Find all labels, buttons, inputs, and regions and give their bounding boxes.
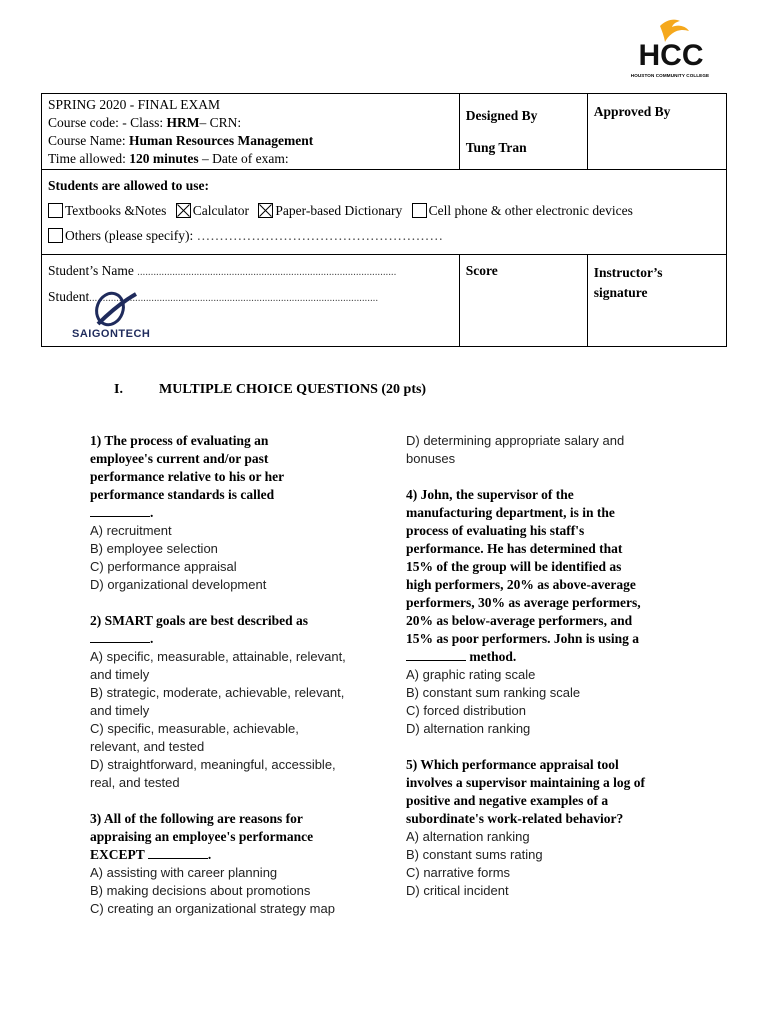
student-name-field[interactable]: Student’s Name ................................................................................................ bbox=[48, 263, 397, 278]
answer-option: D) straightforward, meaningful, accessible, bbox=[90, 757, 336, 772]
answer-blank[interactable] bbox=[90, 642, 150, 643]
answer-option: C) performance appraisal bbox=[90, 559, 237, 574]
section-heading bbox=[114, 382, 426, 398]
checkbox-cellphone[interactable] bbox=[412, 203, 427, 218]
answer-option: C) creating an organizational strategy map bbox=[90, 901, 335, 916]
student-id-field[interactable]: Student........................................................................................................... bbox=[48, 289, 379, 304]
answer-option: A) assisting with career planning bbox=[90, 865, 278, 880]
answer-option: A) recruitment bbox=[90, 523, 172, 538]
exam-title: SPRING 2020 - FINAL EXAM bbox=[48, 97, 221, 112]
allowed-heading: Students are allowed to use: bbox=[48, 178, 210, 193]
answer-blank[interactable] bbox=[148, 858, 208, 859]
option-cellphone[interactable]: Cell phone & other electronic devices bbox=[412, 203, 633, 218]
option-calculator[interactable]: Calculator bbox=[176, 203, 249, 218]
answer-option: A) graphic rating scale bbox=[406, 667, 536, 682]
answer-option: D) determining appropriate salary and bbox=[406, 433, 625, 448]
option-dictionary[interactable]: Paper-based Dictionary bbox=[258, 203, 402, 218]
option-textbooks[interactable]: Textbooks &Notes bbox=[48, 203, 166, 218]
answer-option: C) narrative forms bbox=[406, 865, 511, 880]
checkbox-textbooks[interactable] bbox=[48, 203, 63, 218]
answer-option: B) constant sums rating bbox=[406, 847, 543, 862]
saigontech-logo-icon bbox=[70, 290, 165, 330]
section-number: I. bbox=[114, 382, 123, 397]
checkbox-dictionary-checked[interactable] bbox=[258, 203, 273, 218]
question-1: 1) The process of evaluating an employee's current and/or past performance relative to his or her performance standards is called . A) recruitment B) employee selection C) performance appraisal D) organizational development bbox=[90, 432, 360, 594]
course-name-line: Course Name: Human Resources Management bbox=[48, 133, 314, 148]
designed-by-label: Designed By bbox=[465, 108, 538, 123]
answer-option: D) critical incident bbox=[406, 883, 509, 898]
option-others[interactable]: Others (please specify): ……………………………………………… bbox=[48, 228, 726, 244]
answer-option: B) making decisions about promotions bbox=[90, 883, 311, 898]
question-2: 2) SMART goals are best described as . A) specific, measurable, attainable, relevant, and timely B) strategic, moderate, achievable, relevant, and timely C) specific, measurable, achievable, relevant, and tested D) straightforward, meaningful, accessible, real, and tested bbox=[90, 612, 360, 792]
saigontech-watermark bbox=[70, 290, 165, 346]
answer-option: B) strategic, moderate, achievable, relevant, bbox=[90, 685, 345, 700]
question-3-continued: D) determining appropriate salary and bonuses bbox=[406, 432, 676, 468]
answer-option: C) forced distribution bbox=[406, 703, 526, 718]
course-code-line: Course code: - Class: HRM– CRN: bbox=[48, 115, 242, 130]
answer-option: A) specific, measurable, attainable, relevant, bbox=[90, 649, 346, 664]
allowed-options bbox=[48, 203, 726, 219]
score-label: Score bbox=[465, 263, 498, 278]
instructor-signature-label: Instructor’s signature bbox=[593, 265, 663, 300]
approved-by-label: Approved By bbox=[593, 104, 671, 119]
logo-letters: HCC bbox=[638, 39, 704, 72]
answer-option: D) alternation ranking bbox=[406, 721, 531, 736]
answer-option: B) constant sum ranking scale bbox=[406, 685, 581, 700]
question-3: 3) All of the following are reasons for appraising an employee's performance EXCEPT . A) assisting with career planning B) making decisions about promotions C) creating an organizational strategy map bbox=[90, 810, 360, 918]
checkbox-calculator-checked[interactable] bbox=[176, 203, 191, 218]
answer-blank[interactable] bbox=[90, 516, 150, 517]
checkbox-others[interactable] bbox=[48, 228, 63, 243]
answer-option: C) specific, measurable, achievable, bbox=[90, 721, 299, 736]
answer-blank[interactable] bbox=[406, 660, 466, 661]
logo-subtitle: HOUSTON COMMUNITY COLLEGE bbox=[630, 73, 710, 78]
question-4: 4) John, the supervisor of the manufacturing department, is in the process of evaluating his staff's performance. He has determined that 15% of the group will be identified as high performers, 20% as above-average performers, 30% as average performers, 20% as below-average performers, and 15% as poor performers. John is using a method. A) graphic rating scale B) constant sum ranking scale C) forced distribution D) alternation ranking bbox=[406, 486, 676, 738]
question-5: 5) Which performance appraisal tool involves a supervisor maintaining a log of positive and negative examples of a subordinate's work-related behavior? A) alternation ranking B) constant sums rating C) narrative forms D) critical incident bbox=[406, 756, 676, 900]
designed-by-name: Tung Tran bbox=[465, 140, 527, 155]
questions-left-column bbox=[90, 432, 360, 918]
hcc-logo bbox=[626, 18, 716, 82]
answer-option: B) employee selection bbox=[90, 541, 218, 556]
questions-right-column bbox=[406, 432, 676, 900]
saigontech-text: SAIGONTECH bbox=[72, 328, 151, 340]
answer-option: A) alternation ranking bbox=[406, 829, 530, 844]
time-allowed-line: Time allowed: 120 minutes – Date of exam: bbox=[48, 151, 289, 166]
section-title: MULTIPLE CHOICE QUESTIONS (20 pts) bbox=[159, 382, 427, 397]
answer-option: D) organizational development bbox=[90, 577, 267, 592]
